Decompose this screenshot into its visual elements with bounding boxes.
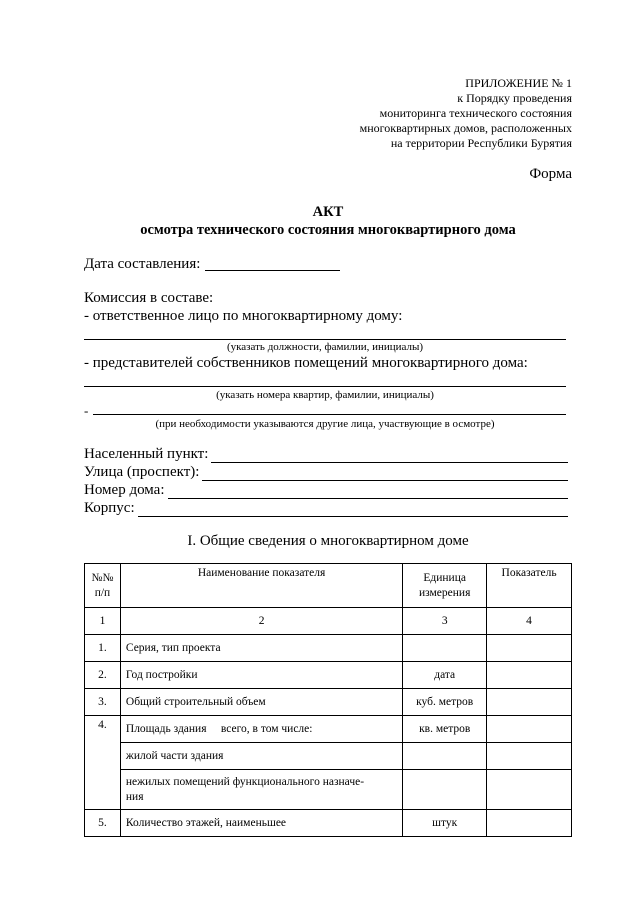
appendix-line-1: ПРИЛОЖЕНИЕ № 1 [465,76,572,90]
house-label: Номер дома: [84,482,165,498]
row-name: Серия, тип проекта [120,635,402,662]
row-value-cell[interactable] [487,743,572,770]
row-num: 1. [85,635,121,662]
section-title: I. Общие сведения о многоквартирном доме [187,533,469,549]
settlement-field[interactable] [211,449,568,463]
col-number-3: 3 [403,608,487,635]
appendix-header [360,76,572,151]
table-row [85,743,572,770]
row-unit: кв. метров [403,716,487,743]
header-unit-line-1: Единица [423,571,466,584]
appendix-line-2: к Порядку проведения [457,91,572,105]
owners-label: - представителей собственников помещений многоквартирного дома: [84,355,528,371]
row-value-cell[interactable] [487,810,572,837]
col-number-2: 2 [120,608,402,635]
building-row [84,499,568,517]
row-unit: куб. метров [403,689,487,716]
commission-label: Комиссия в составе: [84,290,214,306]
settlement-label: Населенный пункт: [84,446,209,462]
row-value-cell[interactable] [487,689,572,716]
table-row [85,635,572,662]
row-num: 5. [85,810,121,837]
others-line[interactable] [93,414,566,415]
building-field[interactable] [138,503,568,517]
col-number-1: 1 [85,608,121,635]
row-num: 2. [85,662,121,689]
table-row [85,662,572,689]
column-numbers-row [85,608,572,635]
row-value-cell[interactable] [487,716,572,743]
house-field[interactable] [168,485,568,499]
row-name [120,770,402,810]
row-unit [403,743,487,770]
row-name: Год постройки [120,662,402,689]
row-unit [403,635,487,662]
table-header-row [85,564,572,608]
row-unit [403,770,487,810]
responsible-person-line[interactable] [84,339,566,340]
row-value-cell[interactable] [487,635,572,662]
row-name: Общий строительный объем [120,689,402,716]
row-num: 4. [85,716,121,810]
row-name: Количество этажей, наименьшее [120,810,402,837]
building-label: Корпус: [84,500,135,516]
appendix-line-5: на территории Республики Бурятия [390,136,572,150]
general-info-table [84,563,572,837]
table-row [85,810,572,837]
header-num [85,564,121,608]
table-row [85,770,572,810]
street-row [84,463,568,481]
owners-hint: (указать номера квартир, фамилии, инициалы) [216,389,434,401]
owners-line[interactable] [84,386,566,387]
table-row [85,716,572,743]
appendix-line-4: многоквартирных домов, расположенных [359,121,572,135]
row-name: жилой части здания [120,743,402,770]
form-label: Форма [529,166,572,182]
row-value-cell[interactable] [487,770,572,810]
header-num-line-1: №№ [91,571,114,584]
header-num-line-2: п/п [94,586,111,599]
street-field[interactable] [202,467,568,481]
house-row [84,481,568,499]
act-subtitle: осмотра технического состояния многоквартирного дома [140,222,516,238]
row-name-line-2: ния [125,790,144,803]
header-unit-line-2: измерения [419,586,471,599]
header-name: Наименование показателя [120,564,402,608]
act-title: АКТ [312,204,344,220]
responsible-person-hint: (указать должности, фамилии, инициалы) [226,341,424,353]
date-field-line[interactable] [205,270,340,271]
row-num: 3. [85,689,121,716]
row-name-line-1: нежилых помещений функционального назначе- [125,775,365,788]
row-unit: дата [403,662,487,689]
row-value-cell[interactable] [487,662,572,689]
others-dash: - [84,403,89,418]
header-unit [403,564,487,608]
table-row [85,689,572,716]
col-number-4: 4 [487,608,572,635]
date-label: Дата составления: [84,256,201,272]
street-label: Улица (проспект): [84,464,200,480]
settlement-row [84,445,568,463]
appendix-line-3: мониторинга технического состояния [379,106,572,120]
header-value: Показатель [487,564,572,608]
row-name: Площадь здания всего, в том числе: [120,716,402,743]
others-hint: (при необходимости указываются другие лица, участвующие в осмотре) [155,418,495,430]
row-unit: штук [403,810,487,837]
responsible-person-label: - ответственное лицо по многоквартирному дому: [84,308,403,324]
